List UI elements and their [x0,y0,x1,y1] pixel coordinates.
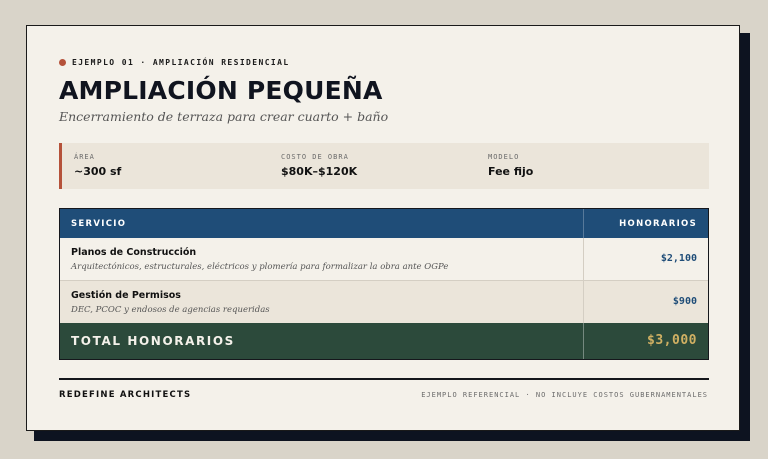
table-row [60,281,708,324]
project-specs [59,143,709,189]
spec-label: COSTO DE OBRA [281,153,349,161]
service-name: Gestión de Permisos [71,290,181,301]
page-title: AMPLIACIÓN PEQUEÑA [59,76,383,105]
spec-value: Fee fijo [488,165,534,178]
service-name: Planos de Construcción [71,247,197,258]
service-description: Arquitectónicos, estructurales, eléctricos y plomería para formalizar la obra ante OGPe [71,262,449,272]
spec-value: $80K–$120K [281,165,358,178]
page-subtitle: Encerramiento de terraza para crear cuarto + baño [59,109,389,124]
eyebrow [59,58,290,67]
column-header-service: SERVICIO [71,219,127,229]
spec-value: ~300 sf [74,165,122,178]
spec-label: MODELO [488,153,520,161]
fee-example-card [26,25,740,431]
table-header [60,209,708,238]
column-divider [583,209,584,238]
disclaimer-note: EJEMPLO REFERENCIAL · NO INCLUYE COSTOS GUBERNAMENTALES [421,391,708,399]
spec-label: ÁREA [74,153,95,161]
service-fee: $2,100 [660,253,697,264]
spec-model [488,153,533,178]
total-label: TOTAL HONORARIOS [71,334,235,348]
bullet-dot-icon [59,59,66,66]
column-divider [583,238,584,323]
column-header-fees: HONORARIOS [619,219,697,229]
spec-area [74,153,121,178]
footer-divider [59,378,709,380]
fees-table [59,208,709,360]
table-row [60,238,708,281]
total-value: $3,000 [647,333,697,348]
spec-construction-cost [281,153,357,178]
brand-name: REDEFINE ARCHITECTS [59,390,192,400]
total-row [60,323,708,359]
column-divider [583,323,584,359]
service-description: DEC, PCOC y endosos de agencias requeridas [71,305,270,315]
service-fee: $900 [672,296,697,307]
eyebrow-label: EJEMPLO 01 · AMPLIACIÓN RESIDENCIAL [72,58,290,67]
